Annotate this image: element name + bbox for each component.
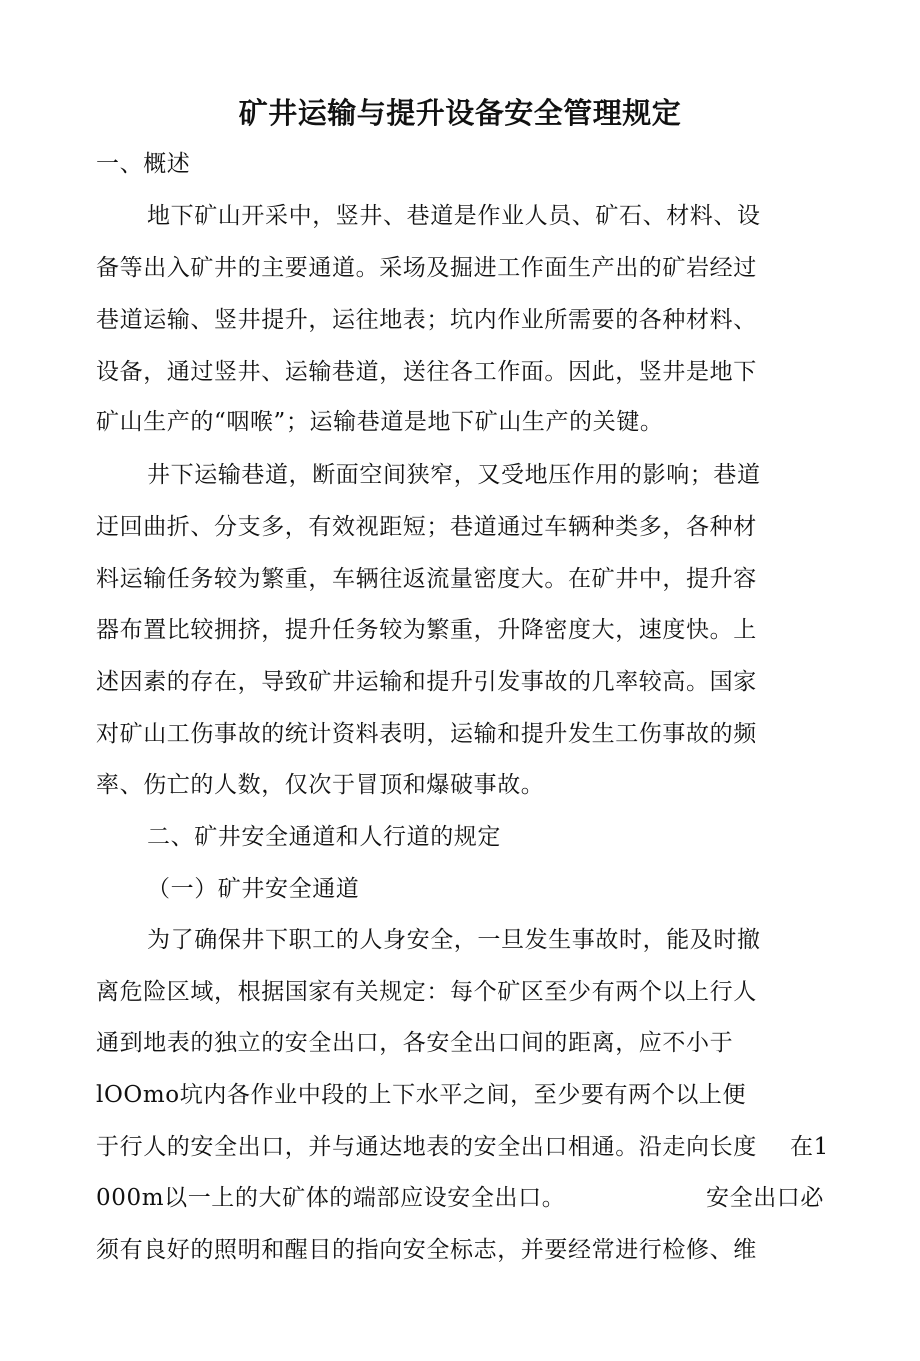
paragraph-line: 备等出入矿井的主要通道。采场及掘进工作面生产出的矿岩经过 — [96, 255, 757, 281]
section-heading-safety-passages: 二、矿井安全通道和人行道的规定 — [147, 824, 501, 850]
paragraph-line: 地下矿山开采中，竖井、巷道是作业人员、矿石、材料、设 — [147, 203, 761, 229]
paragraph-line: 矿山生产的“咽喉”；运输巷道是地下矿山生产的关键。 — [96, 409, 664, 435]
paragraph-line: 对矿山工伤事故的统计资料表明，运输和提升发生工伤事故的频 — [96, 721, 757, 747]
paragraph-line: 通到地表的独立的安全出口，各安全出口间的距离，应不小于 — [96, 1030, 734, 1056]
paragraph-line: 为了确保井下职工的人身安全，一旦发生事故时，能及时撤 — [147, 927, 761, 953]
paragraph-line: 率、伤亡的人数，仅次于冒顶和爆破事故。 — [96, 772, 545, 798]
paragraph-line: 器布置比较拥挤，提升任务较为繁重，升降密度大，速度快。上 — [96, 617, 757, 643]
paragraph-line-fragment: 在1 — [790, 1134, 829, 1160]
paragraph-line: 述因素的存在，导致矿井运输和提升引发事故的几率较高。国家 — [96, 669, 757, 695]
subsection-heading-mine-safety-passage: （一）矿井安全通道 — [147, 876, 360, 902]
paragraph-line: 设备，通过竖井、运输巷道，送往各工作面。因此，竖井是地下 — [96, 359, 757, 385]
section-heading-overview: 一、概述 — [96, 151, 191, 177]
paragraph-line: 于行人的安全出口，并与通达地表的安全出口相通。沿走向长度 — [96, 1134, 757, 1160]
paragraph-line: 井下运输巷道，断面空间狭窄，又受地压作用的影响；巷道 — [147, 462, 761, 488]
document-title: 矿井运输与提升设备安全管理规定 — [238, 96, 682, 130]
paragraph-line: 000m以一上的大矿体的端部应设安全出口。 — [96, 1185, 566, 1211]
paragraph-line: 料运输任务较为繁重，车辆往返流量密度大。在矿井中，提升容 — [96, 566, 757, 592]
paragraph-line: 离危险区域，根据国家有关规定：每个矿区至少有两个以上行人 — [96, 979, 757, 1005]
paragraph-line: 迂回曲折、分支多，有效视距短；巷道通过车辆种类多，各种材 — [96, 514, 757, 540]
paragraph-line-fragment: 安全出口必 — [706, 1185, 824, 1211]
paragraph-line: 须有良好的照明和醒目的指向安全标志，并要经常进行检修、维 — [96, 1237, 757, 1263]
paragraph-line: lOOmo坑内各作业中段的上下水平之间，至少要有两个以上便 — [96, 1082, 747, 1108]
paragraph-line: 巷道运输、竖井提升，运往地表；坑内作业所需要的各种材料、 — [96, 307, 757, 333]
